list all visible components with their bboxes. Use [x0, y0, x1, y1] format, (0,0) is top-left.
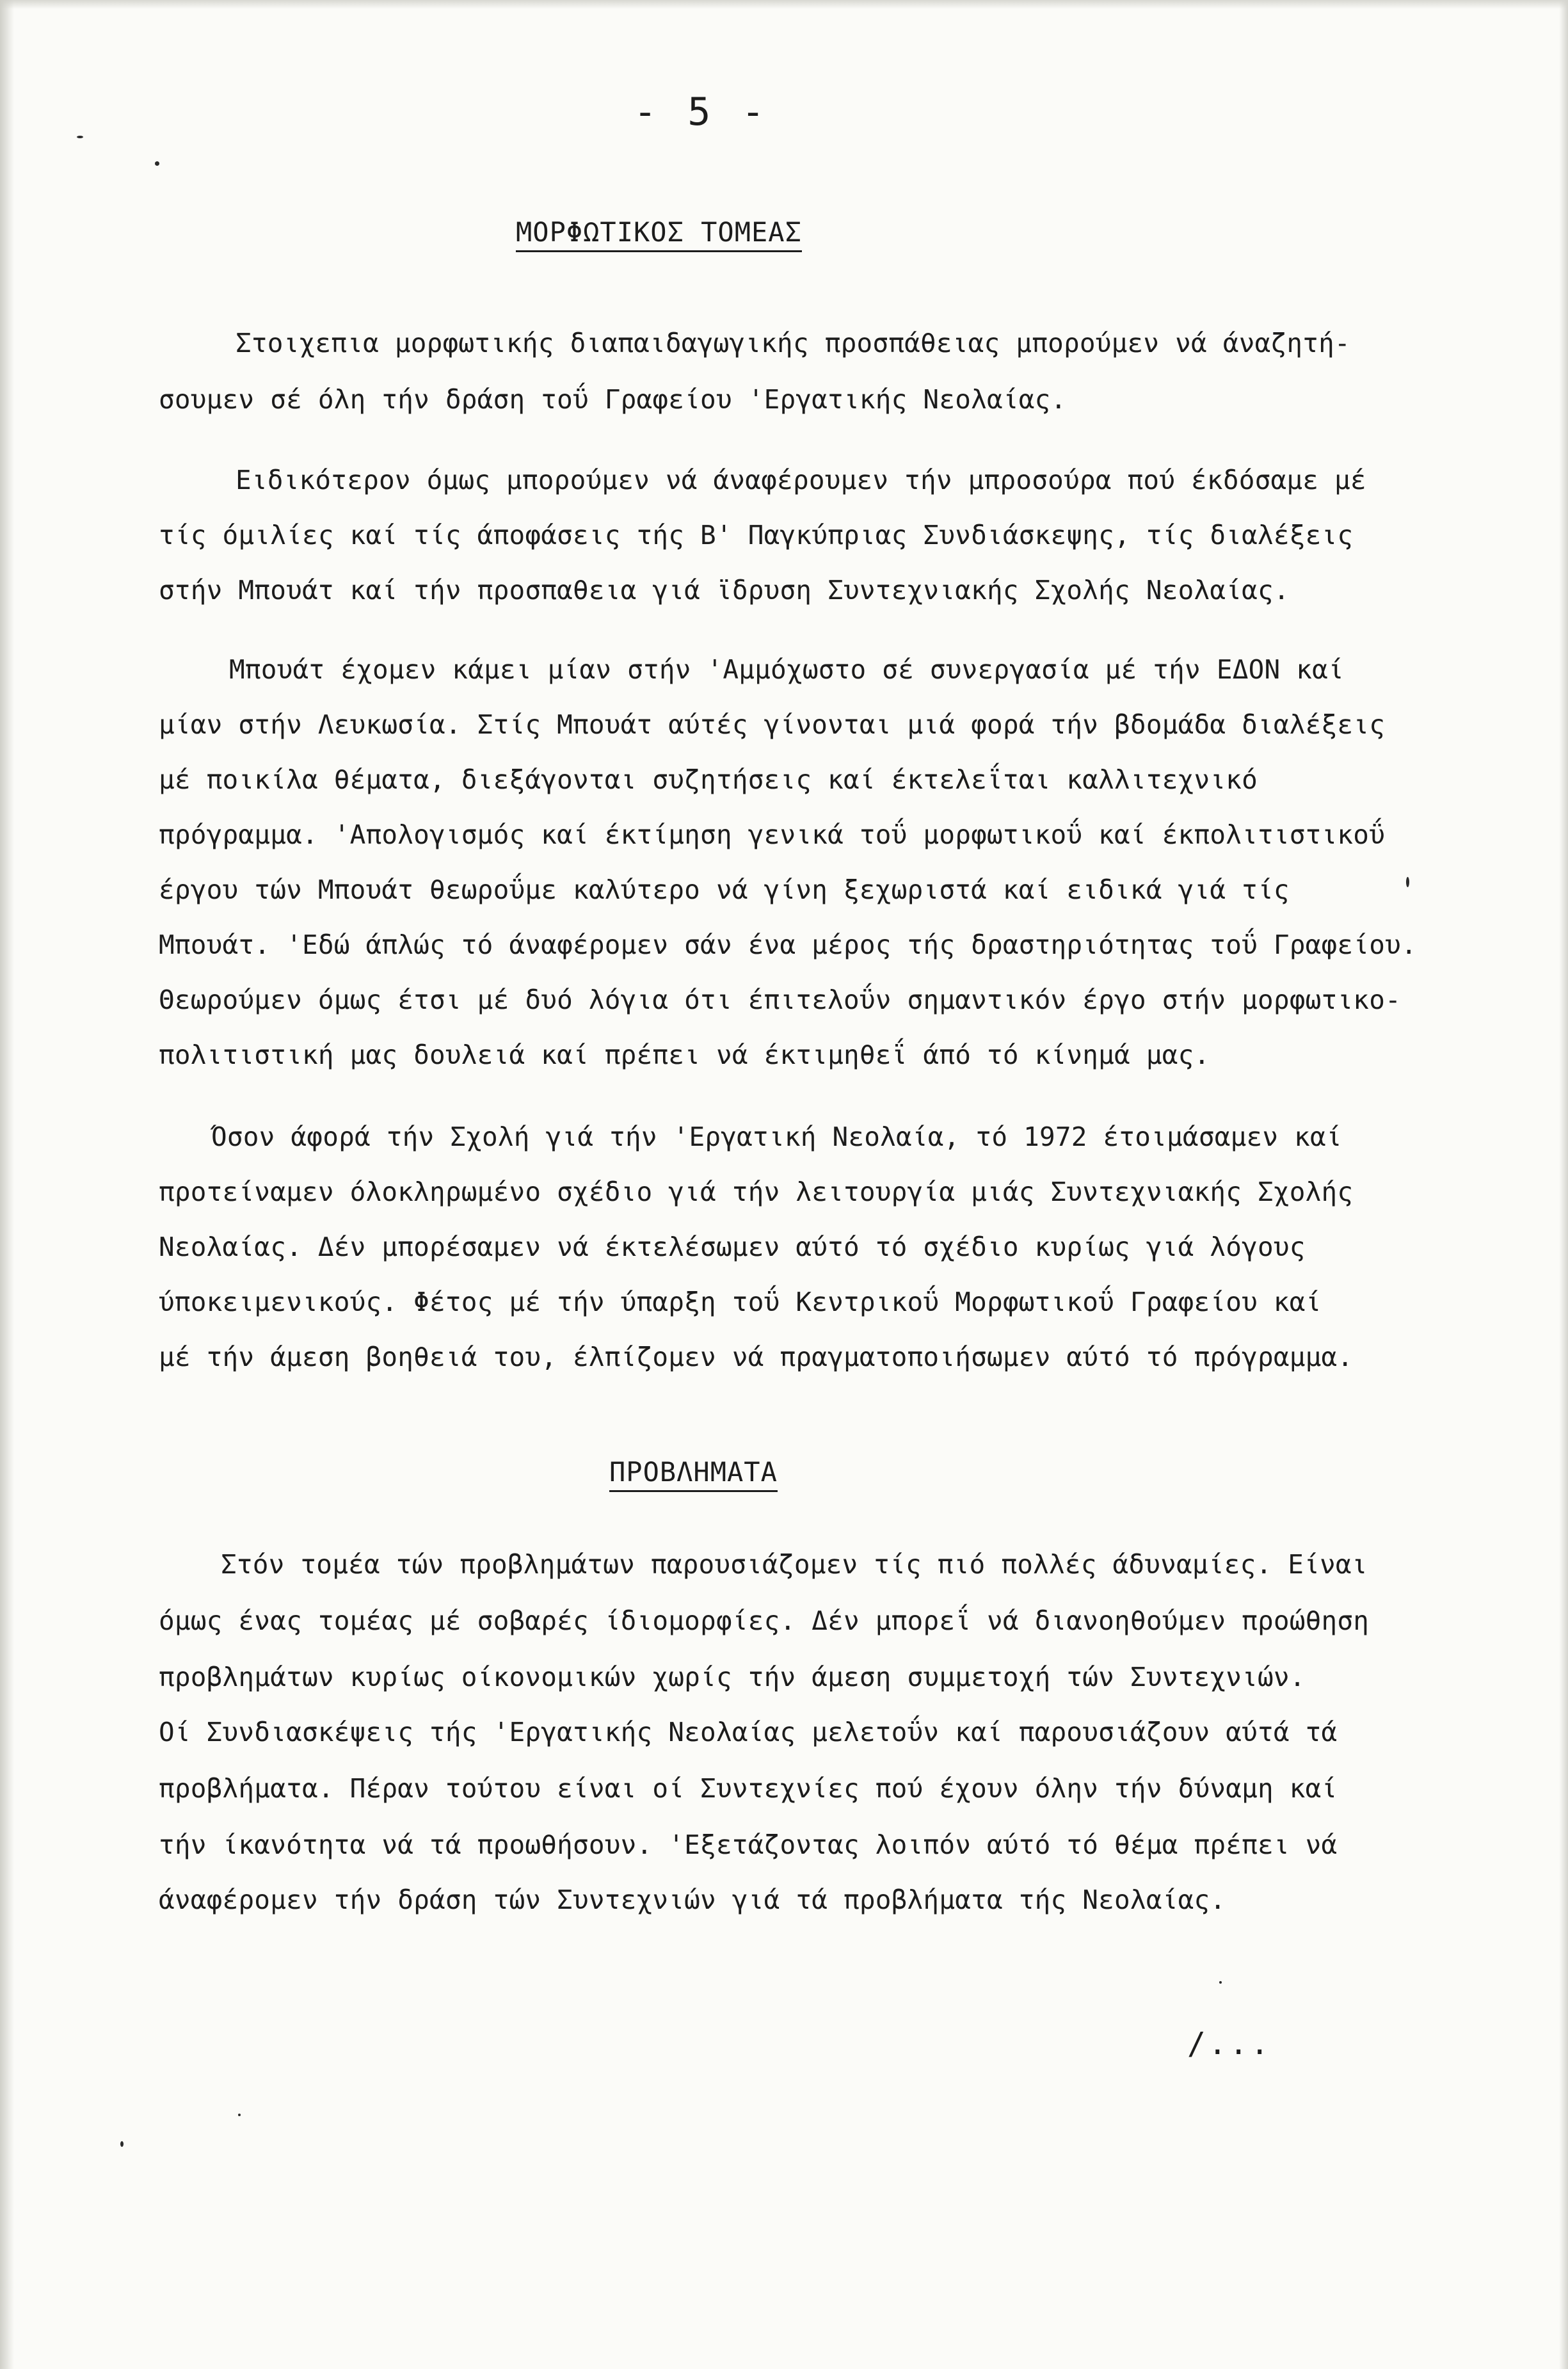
text-line: άναφέρομεν τήν δράση τών Συντεχνιών γιά τά προβλήματα τής Νεολαίας.	[159, 1884, 1226, 1915]
scan-speck	[120, 2141, 124, 2147]
text-line: σουμεν σέ όλη τήν δράση τοΰ Γραφείου 'Εργατικής Νεολαίας.	[159, 384, 1067, 415]
text-line: έργου τών Μπουάτ θεωροΰμε καλύτερο νά γίνη ξεχωριστά καί ειδικά γιά τίς	[159, 874, 1290, 905]
scan-speck	[1406, 877, 1409, 887]
text-line: προτείναμεν όλοκληρωμένο σχέδιο γιά τήν λειτουργία μιάς Συντεχνιακής Σχολής	[159, 1176, 1354, 1207]
text-line: Οί Συνδιασκέψεις τής 'Εργατικής Νεολαίας μελετοΰν καί παρουσιάζουν αύτά τά	[159, 1717, 1338, 1747]
text-line: Μπουάτ. 'Εδώ άπλώς τό άναφέρομεν σάν ένα μέρος τής δραστηριότητας τοΰ Γραφείου.	[159, 929, 1417, 960]
text-line: Στοιχεπια μορφωτικής διαπαιδαγωγικής προσπάθειας μπορούμεν νά άναζητή-	[236, 328, 1350, 358]
text-line: Ειδικότερον όμως μπορούμεν νά άναφέρουμεν τήν μπροσούρα πού έκδόσαμε μέ	[236, 465, 1366, 495]
text-line: όμως ένας τομέας μέ σοβαρές ίδιομορφίες. Δέν μπορεΐ νά διανοηθούμεν προώθηση	[159, 1605, 1370, 1636]
section-heading-problems: ΠΡΟΒΛΗΜΑΤΑ	[609, 1456, 778, 1492]
text-line: στήν Μπουάτ καί τήν προσπαθεια γιά ϊδρυση Συντεχνιακής Σχολής Νεολαίας.	[159, 575, 1290, 606]
scan-speck	[77, 136, 83, 138]
text-line: τίς όμιλίες καί τίς άποφάσεις τής Β' Παγκύπριας Συνδιάσκεψης, τίς διαλέξεις	[159, 520, 1354, 550]
text-line: Νεολαίας. Δέν μπορέσαμεν νά έκτελέσωμεν αύτό τό σχέδιο κυρίως γιά λόγους	[159, 1232, 1306, 1262]
text-line: τήν ίκανότητα νά τά προωθήσουν. 'Εξετάζοντας λοιπόν αύτό τό θέμα πρέπει νά	[159, 1829, 1338, 1860]
scan-speck	[1219, 1981, 1222, 1984]
text-line: Στόν τομέα τών προβλημάτων παρουσιάζομεν τίς πιό πολλές άδυναμίες. Είναι	[221, 1549, 1368, 1580]
text-line: πρόγραμμα. 'Απολογισμός καί έκτίμηση γενικά τοΰ μορφωτικοΰ καί έκπολιτιστικοΰ	[159, 819, 1386, 850]
continuation-mark: /...	[1187, 2026, 1272, 2062]
text-line: Μπουάτ έχομεν κάμει μίαν στήν 'Αμμόχωστο σέ συνεργασία μέ τήν ΕΔΟΝ καί	[229, 654, 1344, 685]
text-line: πολιτιστική μας δουλειά καί πρέπει νά έκτιμηθεΐ άπό τό κίνημά μας.	[159, 1040, 1210, 1070]
text-line: Όσον άφορά τήν Σχολή γιά τήν 'Εργατική Νεολαία, τό 1972 έτοιμάσαμεν καί	[211, 1121, 1342, 1152]
text-line: προβλημάτων κυρίως οίκονομικών χωρίς τήν άμεση συμμετοχή τών Συντεχνιών.	[159, 1662, 1306, 1692]
scan-edge-left	[0, 0, 14, 2369]
text-line: Θεωρούμεν όμως έτσι μέ δυό λόγια ότι έπιτελοΰν σημαντικόν έργο στήν μορφωτικο-	[159, 984, 1401, 1015]
page-number: - 5 -	[634, 90, 769, 134]
scan-speck	[238, 2114, 241, 2116]
text-line: μέ ποικίλα θέματα, διεξάγονται συζητήσεις καί έκτελεΐται καλλιτεχνικό	[159, 764, 1258, 795]
text-line: μέ τήν άμεση βοηθειά του, έλπίζομεν νά πραγματοποιήσωμεν αύτό τό πρόγραμμα.	[159, 1342, 1354, 1372]
text-line: μίαν στήν Λευκωσία. Στίς Μπουάτ αύτές γίνονται μιά φορά τήν βδομάδα διαλέξεις	[159, 709, 1386, 740]
text-line: προβλήματα. Πέραν τούτου είναι οί Συντεχνίες πού έχουν όλην τήν δύναμη καί	[159, 1773, 1338, 1804]
text-line: ύποκειμενικούς. Φέτος μέ τήν ύπαρξη τοΰ Κεντρικοΰ Μορφωτικοΰ Γραφείου καί	[159, 1287, 1322, 1317]
scan-speck	[155, 161, 159, 166]
section-heading-educational: ΜΟΡΦΩΤΙΚΟΣ ΤΟΜΕΑΣ	[516, 216, 802, 252]
scan-edge-right	[1559, 0, 1568, 2369]
scan-edge-top	[0, 0, 1568, 9]
